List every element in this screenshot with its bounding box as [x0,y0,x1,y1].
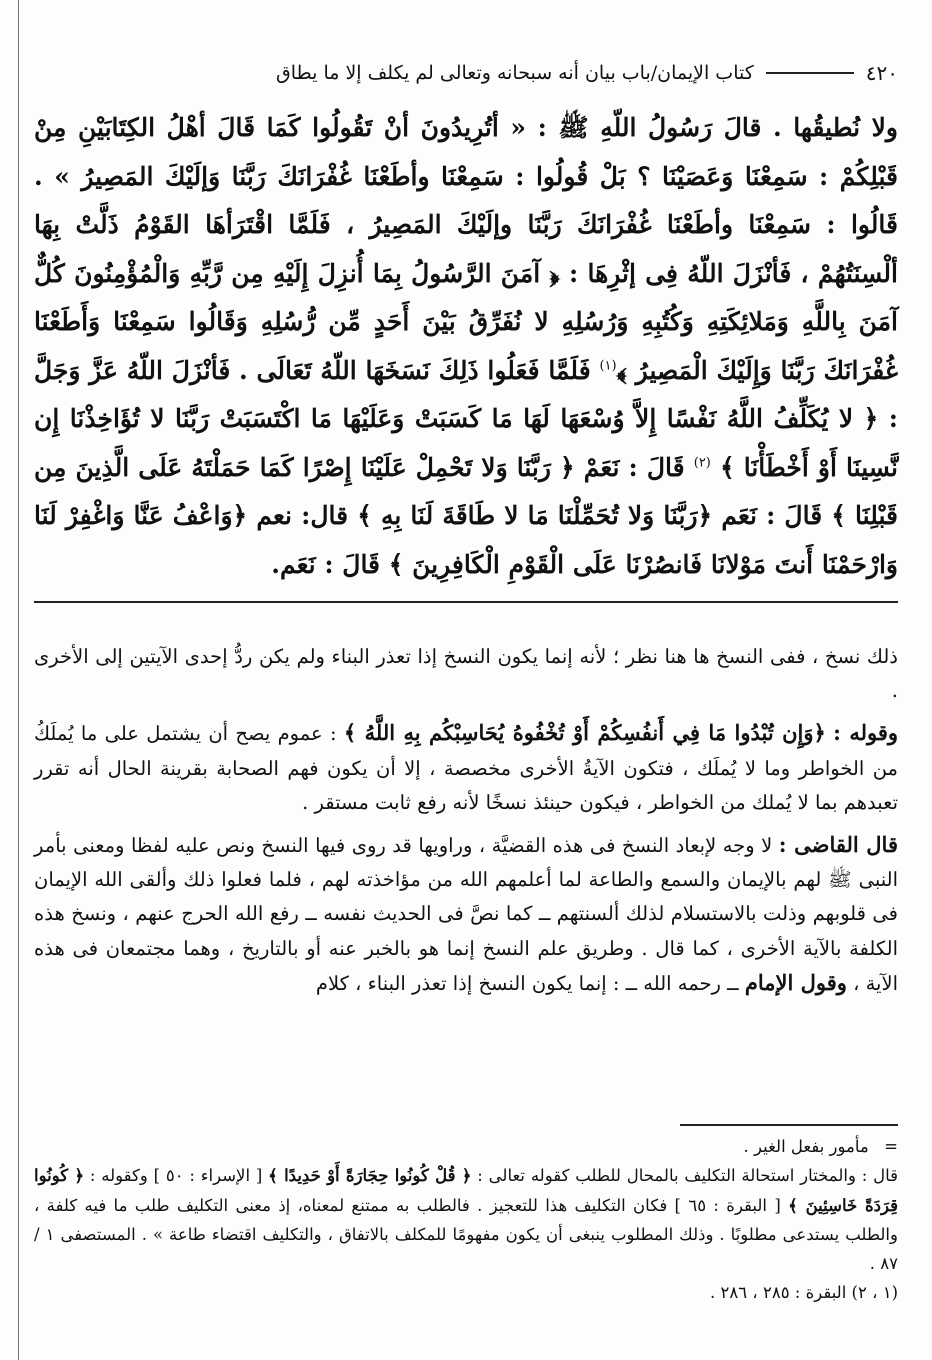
footnote-continuation [34,1132,898,1161]
footnote-text-1: مأمور بفعل الغير . [743,1137,869,1156]
footnote-ref-2: (٢) [693,455,711,471]
quran-verse-1: ﴿ آمَنَ الرَّسُولُ بِمَا أُنزِلَ إِلَيْهِ مِن رَّبِّهِ وَالْمُؤْمِنُونَ كُلٌّ آمَنَ بِاللَّهِ وَمَلائِكَتِهِ وَكُتُبِهِ وَرُسُلِهِ لا نُفَرِّقُ بَيْنَ أَحَدٍ مِّن رُّسُلِهِ وَقَالُوا سَمِعْنَا وَأَطَعْنَا غُفْرَانَكَ رَبَّنَا وَإِلَيْكَ الْمَصِيرُ ﴾ [34,258,898,385]
footnote-text-2b: [ الإسراء : ٥٠ ] وكقوله : [89,1166,263,1186]
commentary-text-2: : عموم يصح أن يشتمل على ما يُملَكُ من الخواطر وما لا يُملَك ، فتكون الآيةُ الأخرى مخصصة ، إلا أن يكون فهم الصحابة بقرينة الحال أنه تقرر تعبدهم بما لا يُملك من الخواطر ، فيكون حينئذ نسخًا لأنه رفع ثابت مستقر . [34,722,898,814]
running-header [34,58,898,88]
hadith-part-3: قَالَ : نَعَمْ [583,452,685,482]
commentary-paragraph-3 [34,828,898,1001]
hadith-part-5: قال: نعم [256,501,349,530]
commentary-paragraph-2 [34,716,898,820]
footnote-verse-1: ﴿ قُلْ كُونُوا حِجَارَةً أَوْ حَدِيدًا ﴾ [268,1166,472,1186]
hadith-part-1: ولا نُطيقُها . قالَ رَسُولُ اللّهِ ﷺ : « أتُرِيدُونَ أنْ تَقُولُوا كَمَا قَالَ أهْلُ الكِتَابَيْنِ مِنْ قَبْلِكُمْ : سَمِعْنَا وَعَصَيْنَا ؟ بَلْ قُولُوا : سَمِعْنَا وأطَعْنَا غُفْرَانَكَ رَبَّنَا وَإلَيْكَ المَصِيرُ » . قَالُوا : سَمِعْنَا وأطَعْنَا غُفْرَانَكَ رَبَّنَا وإلَيْكَ المَصِيرُ ، فَلَمَّا اقْتَرَأهَا القَوْمُ ذَلَّتْ بِهَا ألْسِنَتُهُمْ ، فَأنْزَلَ اللّهُ فِى إثْرِهَا : [34,113,898,288]
footnote-text-2a: قال : والمختار استحالة التكليف بالمحال للطلب كقوله تعالى : [477,1166,898,1186]
footnote-ref-1: (١) [599,358,617,374]
quran-verse-3: ﴿ رَبَّنَا وَلا تَحْمِلْ عَلَيْنَا إِصْرًا كَمَا حَمَلْتَهُ عَلَى الَّذِينَ مِن قَبْلِنَا ﴾ [34,452,898,530]
commentary-lead-imam: وقول الإمام [744,969,847,995]
commentary-verse: ﴿وَإِن تُبْدُوا مَا فِي أَنفُسِكُمْ أَوْ تُخْفُوهُ يُحَاسِبْكُم بِهِ اللَّهُ ﴾ [343,720,826,746]
quran-verse-2: ﴿ لا يُكَلِّفُ اللَّهُ نَفْسًا إِلاَّ وُسْعَهَا لَهَا مَا كَسَبَتْ وَعَلَيْهَا مَا اكْتَسَبَتْ رَبَّنَا لا تُؤَاخِذْنَا إِن نَّسِينَا أَوْ أَخْطَأْنَا ﴾ [34,404,899,482]
footnote-reference: (١ ، ٢) البقرة : ٢٨٥ ، ٢٨٦ . [710,1283,898,1303]
hadith-text [34,104,898,589]
footnote-text-2c: [ البقرة : ٦٥ ] فكان التكليف هذا للتعجيز . فالطلب به ممتنع لمعناه، إذ معنى التكليف طلب ما فيه كلفة ، والطلب يستدعى مطلوبًا . وذلك المطلوب ينبغى أن يكون مفهومًا للمكلف بالاتفاق ، والتكليف اقتضاء طاعة » . المستصفى ١ / ٨٧ . [34,1195,898,1274]
footnote-rule [680,1124,898,1126]
commentary-paragraph-1: ذلك نسخ ، ففى النسخ ها هنا نظر ؛ لأنه إنما يكون النسخ إذا تعذر البناء ولم يكن ردُّ إحدى الآيتين إلى الأخرى . [34,645,898,703]
page-number: ٤٢٠ [865,61,898,85]
hadith-part-4: قَالَ : نَعَم [721,501,823,530]
left-margin-line [18,0,19,1360]
commentary-section [34,640,898,1009]
commentary-lead-3: قال القاضى : [778,832,898,858]
commentary-text-3: لا وجه لإبعاد النسخ فى هذه القضيَّة ، وراويها قد روى فيها النسخ ونص عليه لفظا ومعنى بأمر النبى ﷺ لهم بالإيمان والسمع والطاعة لما أعلمهم الله من مؤاخذته لهم ، فلما فعلوا ذلك وألقى الله الإيمان فى قلوبهم وذلت بالاستسلام لذلك ألسنتهم ــ كما نصَّ فى الحديث نفسه ــ رفع الله الحرج عنهم ، ونسخ هذه الكلفة بالآية الأخرى ، كما قال . وطريق علم النسخ إنما هو بالخبر عنه أو بالتاريخ ، وهما مجتمعان فى هذه الآية ، [34,834,898,995]
hadith-paragraph [34,104,898,589]
separator-rule [34,601,898,603]
commentary-lead-2: وقوله : [833,720,899,746]
footnotes-section [34,1132,898,1308]
footnote-paragraph-2 [34,1161,898,1278]
footnote-verse-2: ﴿ كُونُوا قِرَدَةً خَاسِئِينَ ﴾ [34,1166,899,1215]
hadith-part-6: قَالَ : نَعَم. [271,549,381,579]
continuation-marker: = [884,1137,898,1156]
header-dash [766,72,854,74]
quran-verse-4: ﴿رَبَّنَا وَلا تُحَمِّلْنَا مَا لا طَاقَةَ لَنَا بِهِ ﴾ [357,501,713,530]
running-title: كتاب الإيمان/باب بيان أنه سبحانه وتعالى لم يكلف إلا ما يطاق [276,62,754,84]
commentary-text-3-end: ــ رحمه الله ــ : إنما يكون النسخ إذا تعذر البناء ، كلام [315,971,739,995]
quran-verse-5: ﴿وَاعْفُ عَنَّا وَاغْفِرْ لَنَا وَارْحَمْنَا أَنتَ مَوْلانَا فَانصُرْنَا عَلَى الْقَوْمِ الْكَافِرِينَ ﴾ [34,501,898,579]
hadith-part-2: فَلَمَّا فَعَلُوا ذَلِكَ نَسَخَهَا اللّهُ تَعَالَى . فَأنْزَلَ اللّهُ عَزَّ وَجَلَّ : [34,355,898,433]
